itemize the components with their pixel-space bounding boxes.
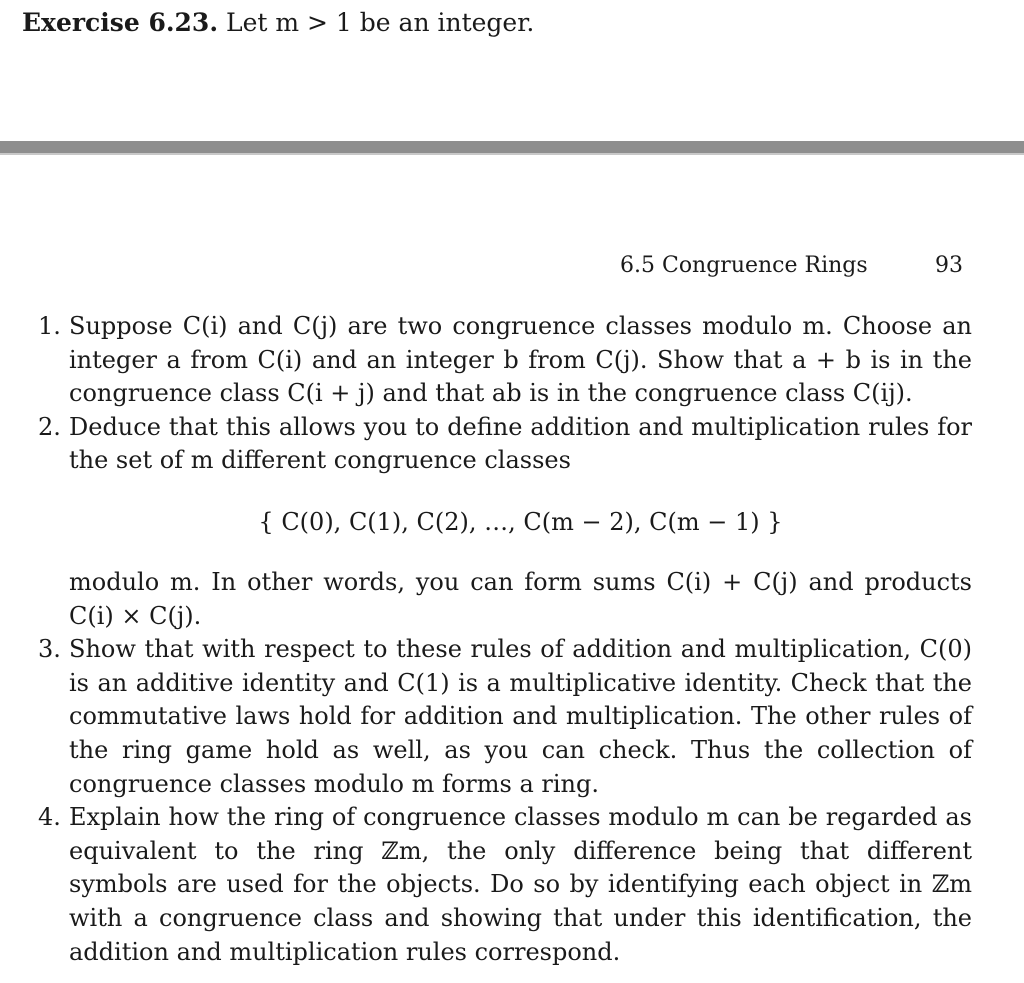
exercise-label: Exercise 6.23. bbox=[22, 8, 219, 37]
item-number: 2. bbox=[38, 412, 61, 441]
item-text-continued: modulo m. In other words, you can form sums C(i) + C(j) and products C(i) × C(j). bbox=[69, 567, 972, 630]
exercise-items bbox=[22, 310, 972, 969]
exercise-item-4 bbox=[22, 801, 972, 969]
item-text: Show that with respect to these rules of addition and multiplication, C(0) is an additive identity and C(1) is a multiplicative identity. Check that the commutative laws hold for addition and multiplication. The other rules of the ring game hold as well, as you can check. Thus the collection of congruence classes modulo m forms a ring. bbox=[69, 635, 972, 798]
exercise-header bbox=[22, 4, 534, 42]
exercise-item-2 bbox=[22, 411, 972, 633]
exercise-statement: Let m > 1 be an integer. bbox=[226, 8, 535, 37]
display-equation: { C(0), C(1), C(2), …, C(m − 2), C(m − 1) } bbox=[258, 507, 783, 536]
exercise-item-3 bbox=[22, 633, 972, 801]
item-text: Explain how the ring of congruence classes modulo m can be regarded as equivalent to the ring ℤm, the only difference being that different symbols are used for the objects. Do so by identifying each object in ℤm with a congruence class and showing that under this identification, the addition and multiplication rules correspond. bbox=[69, 803, 972, 966]
item-text: Suppose C(i) and C(j) are two congruence classes modulo m. Choose an integer a from C(i) and an integer b from C(j). Show that a + b is in the congruence class C(i + j) and that ab is in the congruence class C(ij). bbox=[69, 312, 972, 408]
item-number: 4. bbox=[38, 803, 61, 832]
section-title: 6.5 Congruence Rings bbox=[620, 253, 868, 278]
exercise-item-1 bbox=[22, 310, 972, 411]
running-head bbox=[0, 249, 1024, 283]
item-number: 3. bbox=[38, 635, 61, 664]
page-divider bbox=[0, 141, 1024, 155]
page-number: 93 bbox=[935, 253, 963, 278]
item-number: 1. bbox=[38, 312, 61, 340]
item-text: Deduce that this allows you to define addition and multiplication rules for the set of m different congruence classes bbox=[69, 412, 972, 475]
